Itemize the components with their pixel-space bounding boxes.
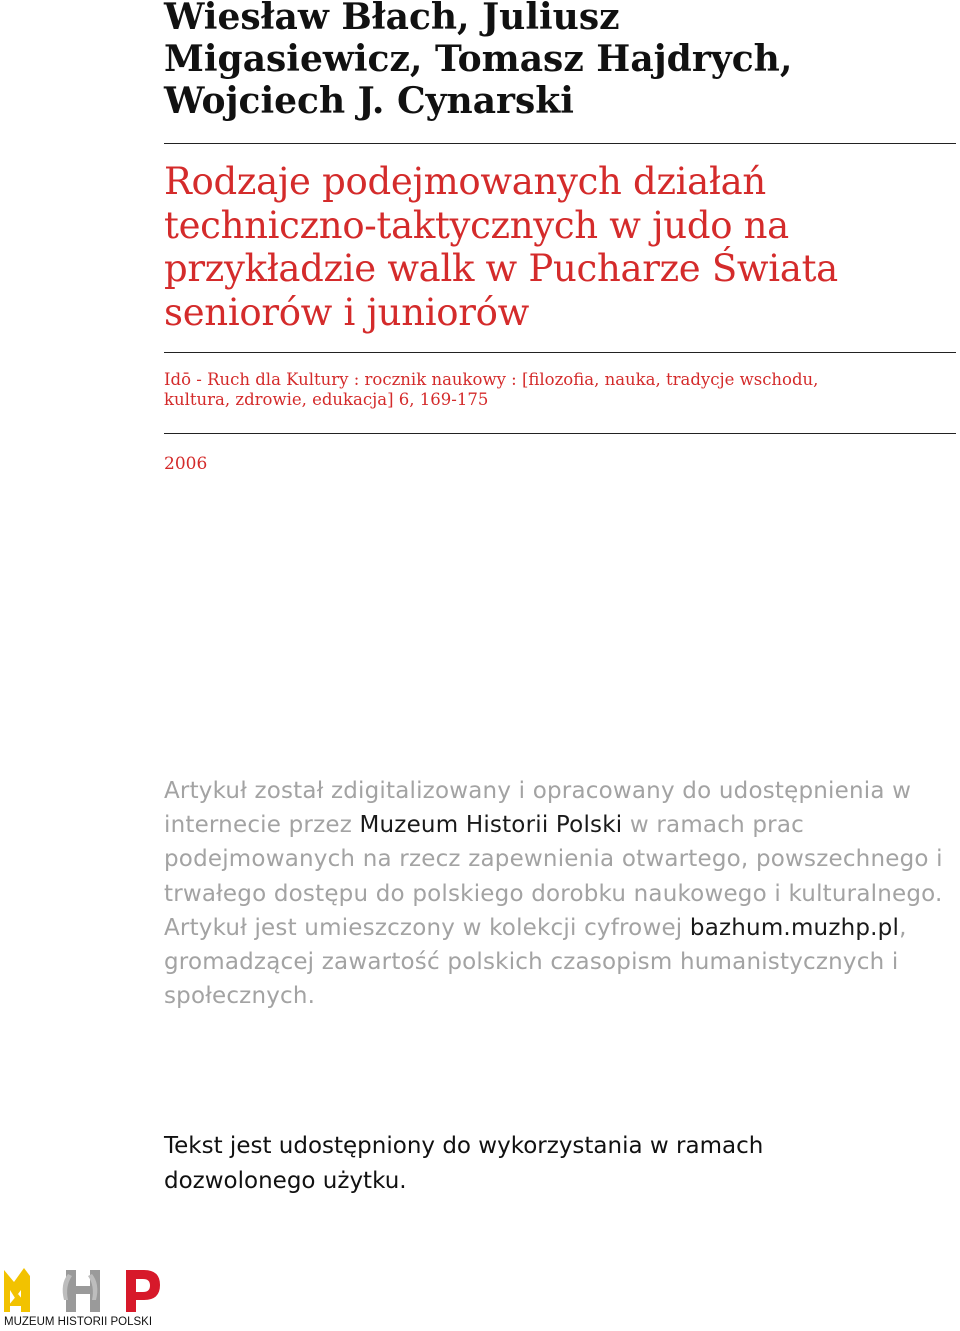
notice-text: , gromadzącej zawartość polskich czasopism humanistycznych i społecznych. (164, 914, 907, 1010)
license-notice: Tekst jest udostępniony do wykorzystania w ramach dozwolonego użytku. (164, 1133, 764, 1194)
article-title (164, 160, 944, 334)
museum-name: Muzeum Historii Polski (359, 812, 623, 839)
divider (164, 143, 956, 144)
logo-p-shape (126, 1270, 160, 1312)
source-citation (164, 370, 944, 410)
authors-heading (164, 0, 924, 122)
authors-line: Migasiewicz, Tomasz Hajdrych, (164, 38, 793, 80)
museum-logo-text: MUZEUM HISTORII POLSKI (4, 1316, 153, 1328)
title-line: przykładzie walk w Pucharze Świata (164, 247, 838, 290)
source-line: Idō - Ruch dla Kultury : rocznik naukowy : [filozofia, nauka, tradycje wschodu, (164, 370, 819, 389)
authors-line: Wiesław Błach, Juliusz (164, 0, 620, 38)
notice-text: w ramach prac podejmowanych na rzecz zapewnienia otwartego, powszechnego i trwałego dostępu do polskiego dorobku naukowego i kulturalnego. Artykuł jest umieszczony w kolekcji cyfrowej (164, 812, 943, 941)
notice-text: Artykuł został zdigitalizowany i opracowany do udostępnienia w internecie przez (164, 778, 912, 839)
digitization-notice (164, 774, 944, 1013)
museum-logo-mark (4, 1264, 170, 1316)
publication-year: 2006 (164, 454, 208, 474)
title-line: Rodzaje podejmowanych działań (164, 160, 766, 203)
title-line: techniczno-taktycznych w judo na (164, 203, 789, 247)
source-line: kultura, zdrowie, edukacja] 6, 169-175 (164, 390, 489, 409)
divider (164, 433, 956, 434)
museum-logo (4, 1264, 170, 1330)
authors-line: Wojciech J. Cynarski (164, 80, 574, 122)
divider (164, 352, 956, 353)
collection-link[interactable]: bazhum.muzhp.pl (689, 914, 900, 941)
title-line: seniorów i juniorów (164, 290, 529, 334)
